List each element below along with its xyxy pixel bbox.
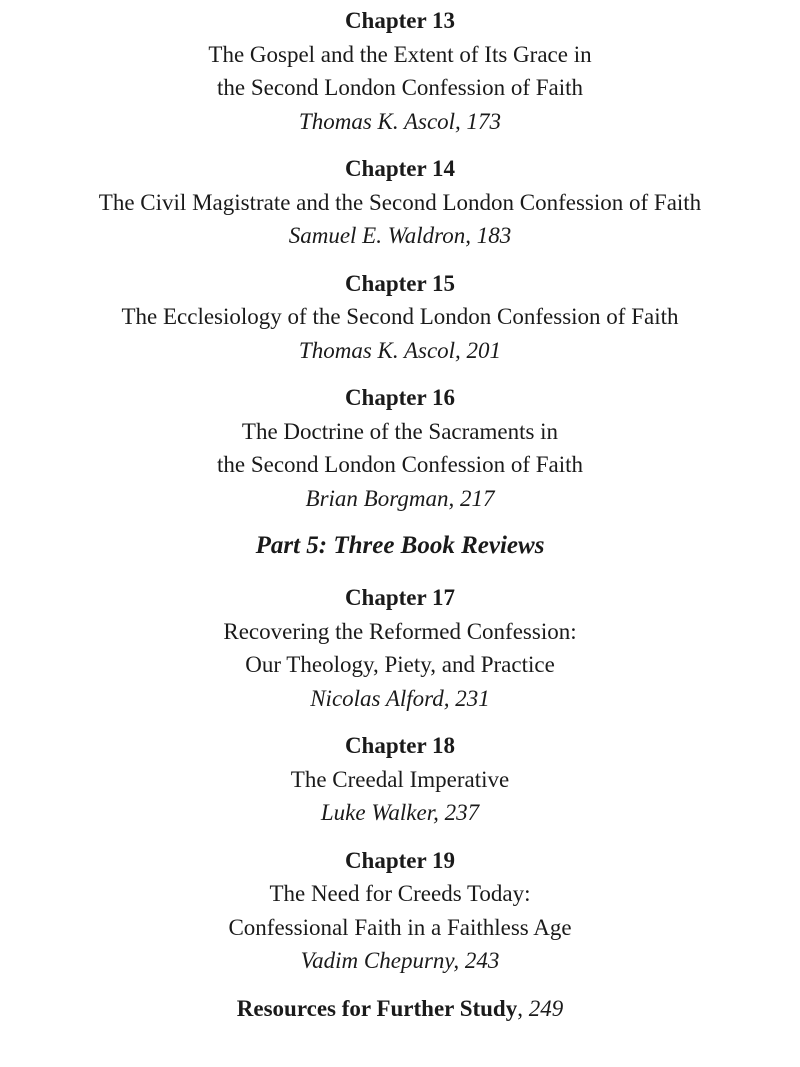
toc-entry-chapter-14: [0, 152, 800, 253]
toc-entry-chapter-18: [0, 729, 800, 830]
resources-entry: [0, 992, 800, 1026]
chapter-author-page: Thomas K. Ascol, 173: [298, 108, 502, 134]
chapter-author-page: Vadim Chepurny, 243: [300, 948, 500, 973]
chapter-label: Chapter 19: [344, 847, 456, 873]
toc-entry-chapter-15: [0, 267, 800, 368]
chapter-title-line: The Civil Magistrate and the Second London Confession of Faith: [98, 189, 702, 215]
resources-separator: ,: [517, 995, 529, 1021]
chapter-author-page: Brian Borgman, 217: [305, 485, 495, 511]
table-of-contents: [0, 4, 800, 1025]
chapter-title-line: The Gospel and the Extent of Its Grace in: [208, 41, 592, 67]
chapter-label: Chapter 14: [344, 156, 456, 181]
chapter-title-line: Our Theology, Piety, and Practice: [245, 652, 555, 677]
chapter-author-page: Thomas K. Ascol, 201: [298, 337, 502, 363]
chapter-title-line: the Second London Confession of Faith: [216, 75, 584, 100]
chapter-title-line: The Ecclesiology of the Second London Confession of Faith: [121, 304, 679, 329]
toc-entry-chapter-13: [0, 4, 800, 138]
chapter-label: Chapter 16: [344, 385, 456, 410]
chapter-author-page: Luke Walker, 237: [320, 800, 480, 825]
chapter-title-line: Confessional Faith in a Faithless Age: [228, 914, 572, 940]
resources-title: Resources for Further Study: [236, 995, 518, 1021]
part-heading: Part 5: Three Book Reviews: [255, 532, 545, 559]
toc-entry-chapter-16: [0, 381, 800, 515]
chapter-title-line: The Doctrine of the Sacraments in: [241, 418, 559, 444]
chapter-label: Chapter 18: [344, 733, 456, 758]
toc-entry-chapter-19: [0, 844, 800, 978]
chapter-title-line: The Need for Creeds Today:: [269, 881, 531, 906]
chapter-title-line: The Creedal Imperative: [290, 766, 510, 792]
chapter-label: Chapter 17: [344, 585, 456, 610]
chapter-title-line: Recovering the Reformed Confession:: [223, 618, 577, 644]
chapter-label: Chapter 15: [344, 270, 456, 296]
chapter-author-page: Nicolas Alford, 231: [310, 685, 490, 711]
chapter-label: Chapter 13: [344, 8, 456, 33]
toc-entry-chapter-17: [0, 581, 800, 715]
chapter-author-page: Samuel E. Waldron, 183: [288, 223, 512, 248]
chapter-title-line: the Second London Confession of Faith: [216, 452, 584, 477]
resources-page: 249: [528, 995, 564, 1021]
